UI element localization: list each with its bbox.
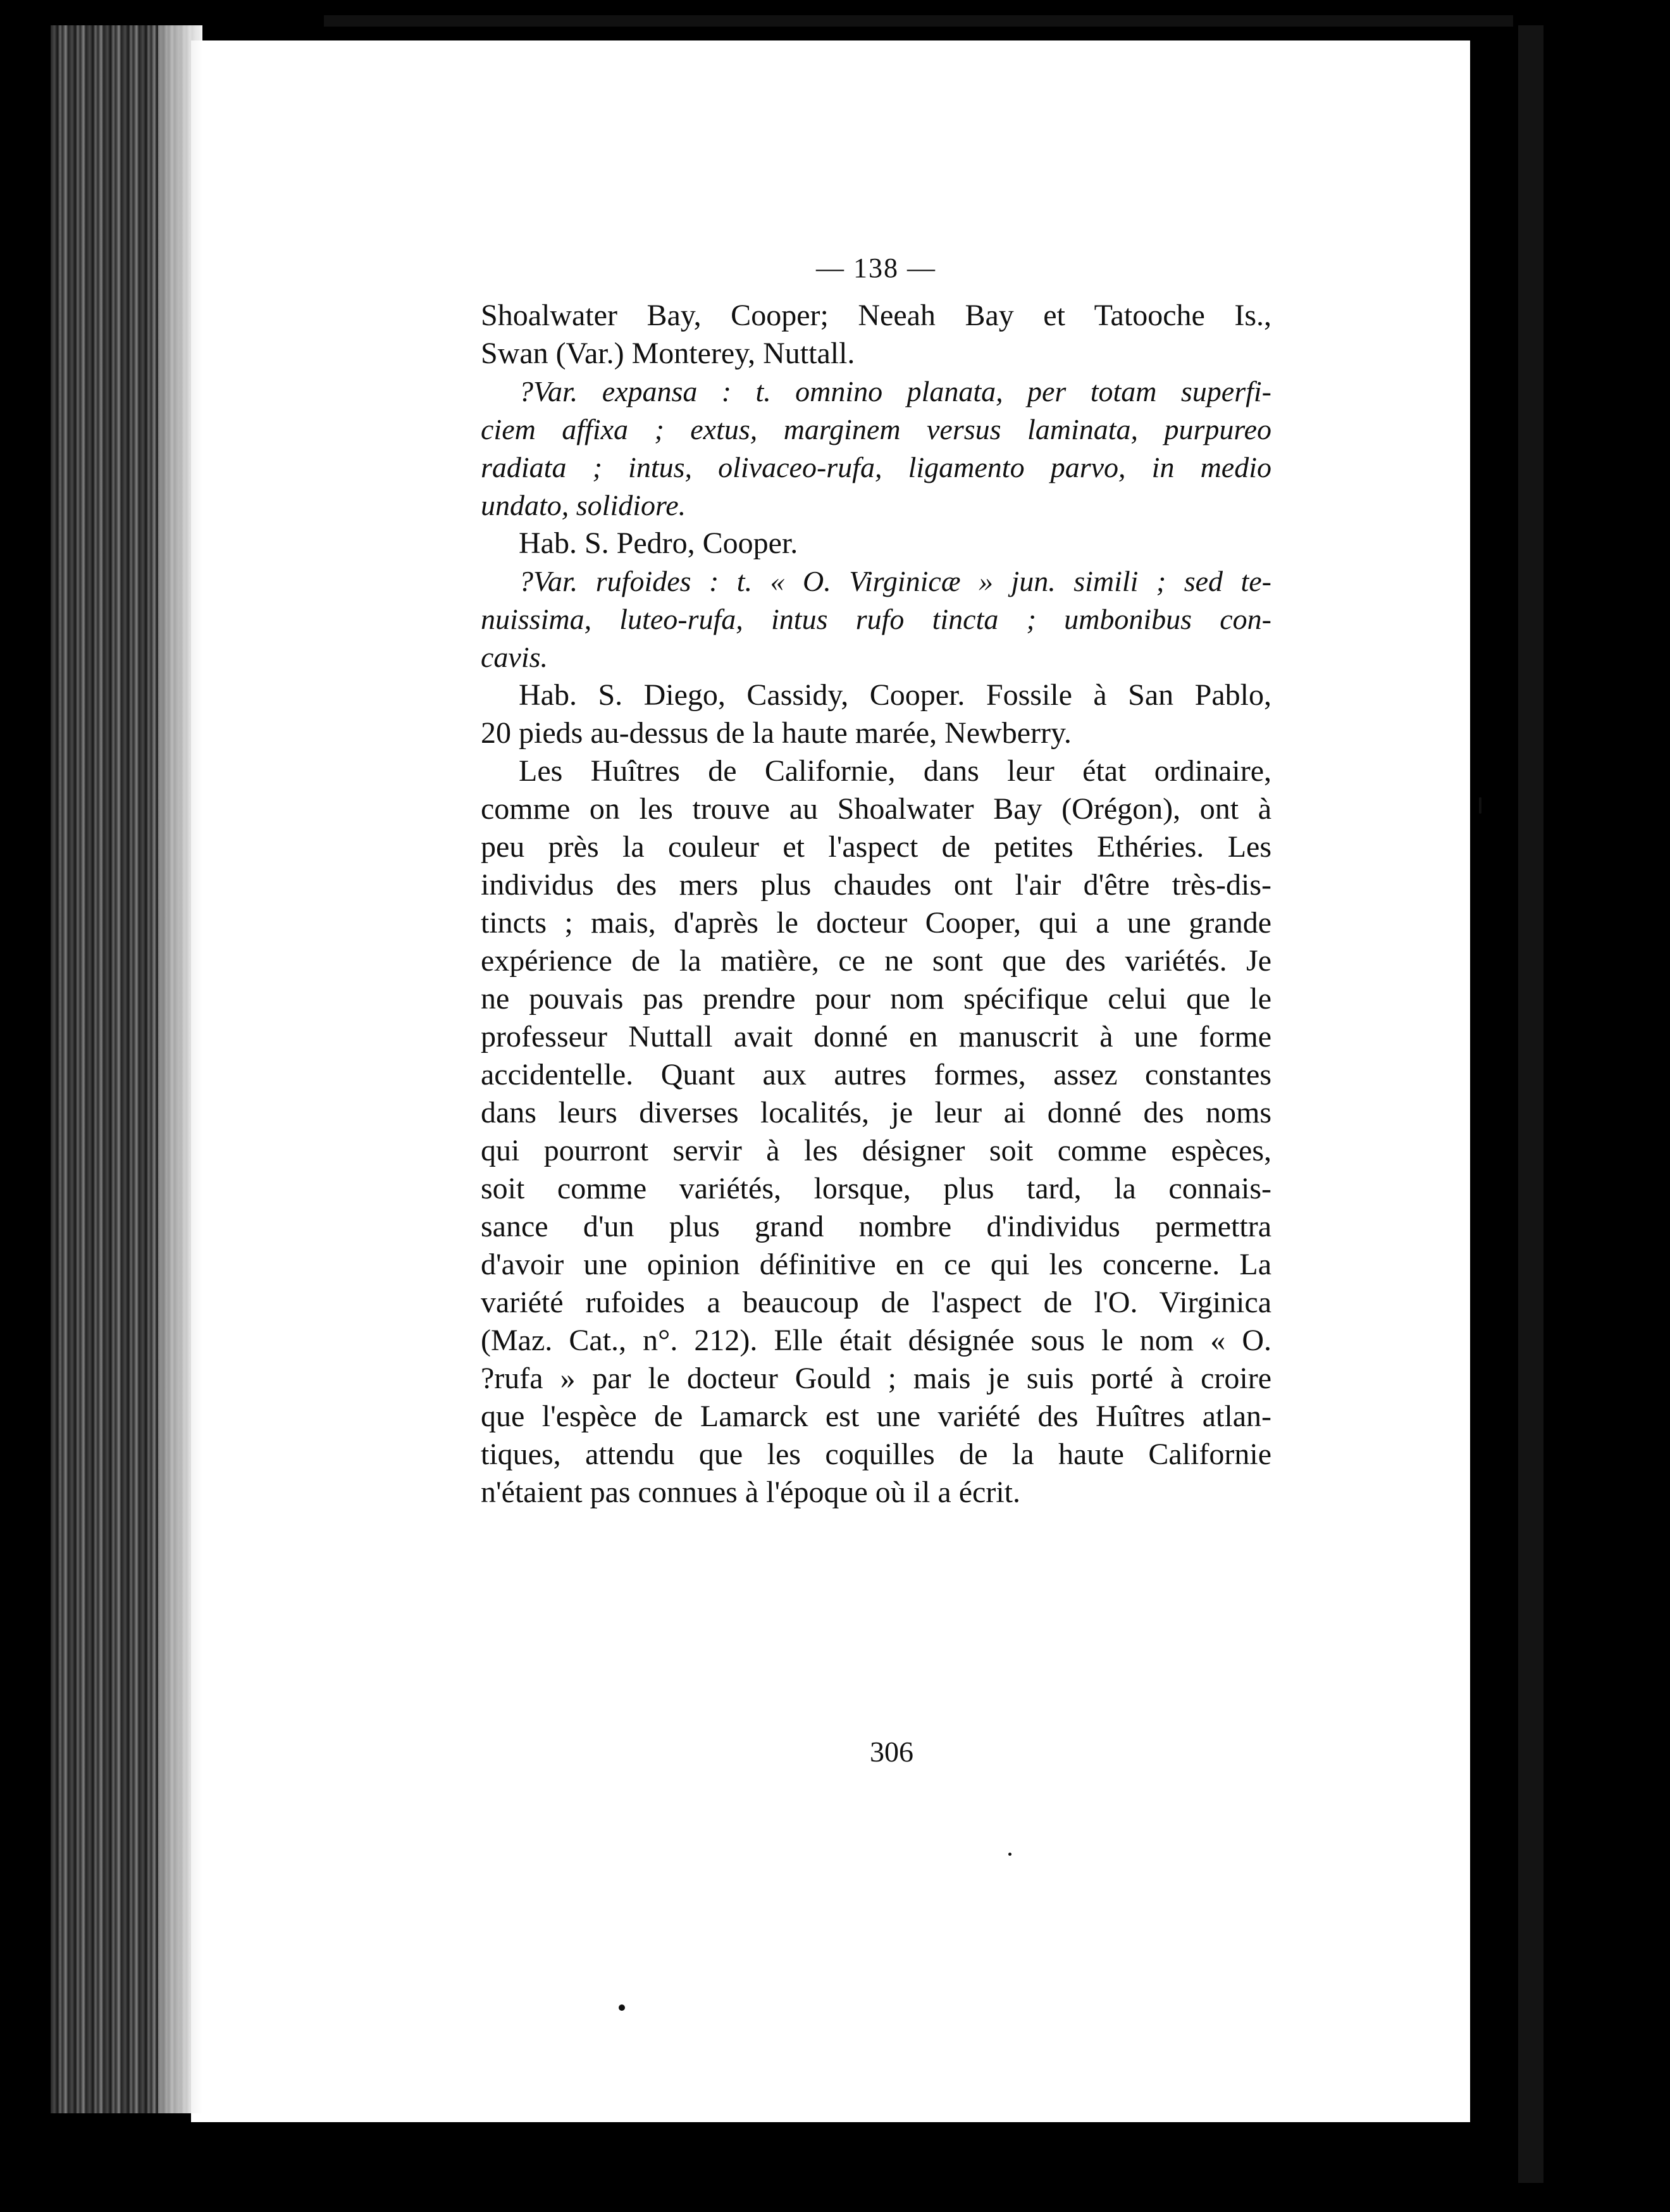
text-line: ?Var. expansa : t. omnino planata, per totam superfi- [519,375,1271,407]
text-line: tiques, attendu que les coquilles de la haute Californie [481,1438,1271,1471]
text-line: variété rufoides a beaucoup de l'aspect de l'O. Virginica [481,1286,1271,1319]
page-text-block [481,252,1271,1512]
scan-speck [1479,797,1481,814]
text-line: (Maz. Cat., n°. 212). Elle était désignée sous le nom « O. [481,1324,1271,1357]
text-line: ne pouvais pas prendre pour nom spécifique celui que le [481,982,1271,1016]
text-line: sance d'un plus grand nombre d'individus permettra [481,1210,1271,1243]
right-page-edge [1518,25,1543,2183]
text-line: ciem affixa ; extus, marginem versus laminata, purpureo [481,413,1271,445]
scan-speck [619,2004,625,2011]
text-line: ?Var. rufoides : t. « O. Virginicæ » jun. simili ; sed te- [519,565,1271,597]
text-line: Hab. S. Pedro, Cooper. [519,526,798,560]
text-line: nuissima, luteo-rufa, intus rufo tincta ; umbonibus con- [481,603,1271,635]
text-line: undato, solidiore. [481,489,686,521]
text-line: Hab. S. Diego, Cassidy, Cooper. Fossile à San Pablo, [519,678,1271,712]
text-line: ?rufa » par le docteur Gould ; mais je suis porté à croire [481,1362,1271,1395]
text-line: Swan (Var.) Monterey, Nuttall. [481,337,855,370]
text-line: cavis. [481,641,548,673]
text-line: Shoalwater Bay, Cooper; Neeah Bay et Tatooche Is., [481,299,1271,332]
text-line: radiata ; intus, olivaceo-rufa, ligamento parvo, in medio [481,451,1271,483]
text-line: tincts ; mais, d'après le docteur Cooper, qui a une grande [481,906,1271,940]
page-edge-fade [158,25,202,2113]
text-lines [481,297,1271,1512]
top-rule [324,15,1513,27]
text-line: comme on les trouve au Shoalwater Bay (Orégon), ont à [481,792,1271,826]
signature-number: 306 [870,1736,913,1768]
text-line: d'avoir une opinion définitive en ce qui les concerne. La [481,1248,1271,1281]
text-line: qui pourront servir à les désigner soit comme espèces, [481,1134,1271,1167]
text-line: accidentelle. Quant aux autres formes, assez constantes [481,1058,1271,1091]
text-line: 20 pieds au-dessus de la haute marée, Newberry. [481,716,1072,750]
text-line: que l'espèce de Lamarck est une variété des Huîtres atlan- [481,1400,1271,1433]
text-line: individus des mers plus chaudes ont l'air d'être très-dis- [481,868,1271,902]
text-line: expérience de la matière, ce ne sont que des variétés. Je [481,944,1271,978]
text-line: professeur Nuttall avait donné en manuscrit à une forme [481,1020,1271,1053]
running-head: — 138 — [816,252,936,283]
text-line: peu près la couleur et l'aspect de petites Ethéries. Les [481,830,1271,864]
text-line: soit comme variétés, lorsque, plus tard, la connais- [481,1172,1271,1205]
text-line: Les Huîtres de Californie, dans leur état ordinaire, [519,754,1271,788]
text-line: dans leurs diverses localités, je leur ai donné des noms [481,1096,1271,1129]
scan-speck [1008,1853,1011,1856]
text-line: n'étaient pas connues à l'époque où il a écrit. [481,1476,1020,1509]
